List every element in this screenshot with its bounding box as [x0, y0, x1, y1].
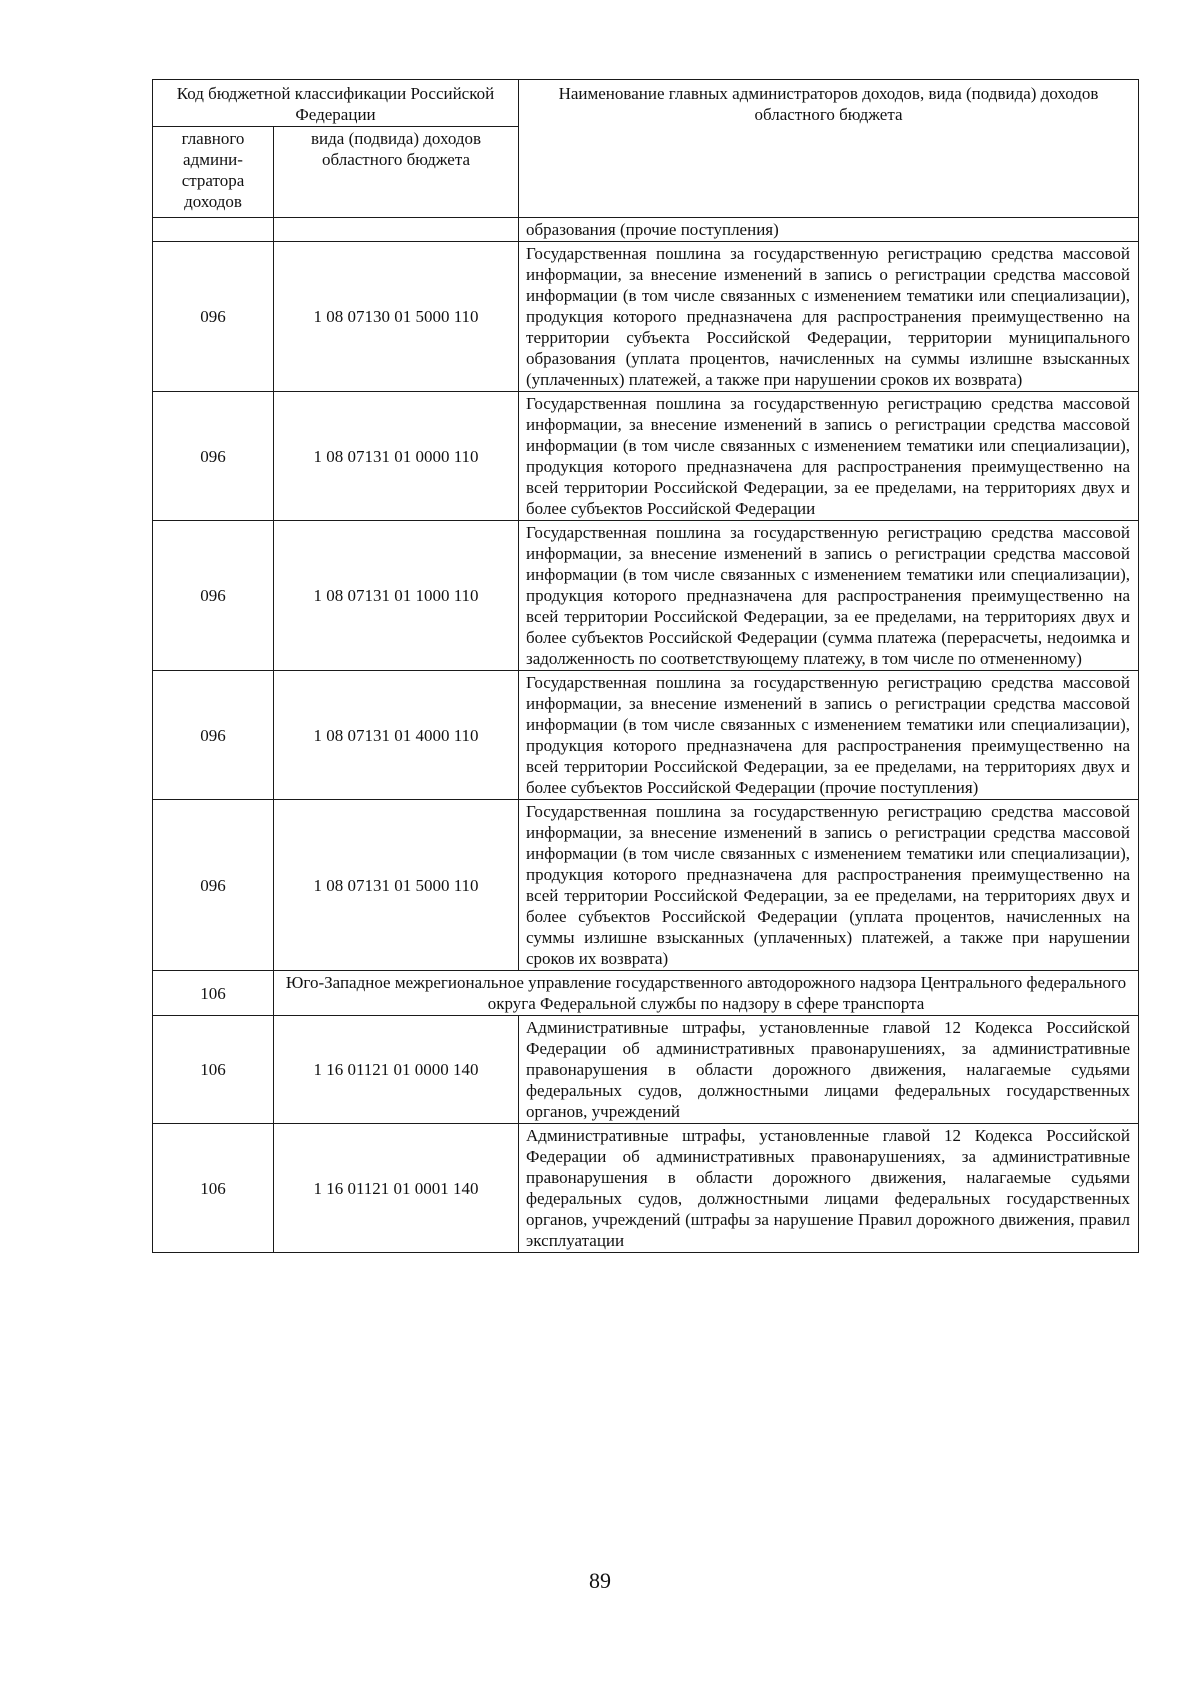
table-row: [153, 392, 1139, 521]
cell-description: Государственная пошлина за государственную регистрацию средства массовой информации, за внесение изменений в запись о регистрации средства массовой информации (в том числе связанных с изменением тематики или специализации), продукция которого предназначена для распространения преимущественно на всей территории Российской Федерации, за ее пределами, на территориях двух и более субъектов Российской Федерации (прочие поступления): [519, 671, 1139, 800]
table-row: [153, 800, 1139, 971]
cell-admin: 096: [153, 242, 274, 392]
cell-description: Государственная пошлина за государственную регистрацию средства массовой информации, за внесение изменений в запись о регистрации средства массовой информации (в том числе связанных с изменением тематики или специализации), продукция которого предназначена для распространения преимущественно на всей территории Российской Федерации, за ее пределами, на территориях двух и более субъектов Российской Федерации: [519, 392, 1139, 521]
table-row: [153, 242, 1139, 392]
table-header-row: [153, 80, 1139, 127]
section-title: Юго-Западное межрегиональное управление государственного автодорожного надзора Центрального федерального округа Федеральной службы по надзору в сфере транспорта: [274, 971, 1139, 1016]
budget-classification-table: [152, 79, 1139, 1253]
header-admin-column: главного админи- стратора доходов: [153, 127, 274, 218]
cell-code: 1 16 01121 01 0001 140: [274, 1124, 519, 1253]
cell-code: 1 08 07131 01 5000 110: [274, 800, 519, 971]
page-number: 89: [589, 1568, 611, 1593]
header-name-column: Наименование главных администраторов доходов, вида (подвида) доходов областного бюджета: [519, 80, 1139, 218]
table-row: [153, 1124, 1139, 1253]
cell-description: Государственная пошлина за государственную регистрацию средства массовой информации, за внесение изменений в запись о регистрации средства массовой информации (в том числе связанных с изменением тематики или специализации), продукция которого предназначена для распространения преимущественно на территории субъекта Российской Федерации, территории муниципального образования (уплата процентов, начисленных на суммы излишне взысканных (уплаченных) платежей, а также при нарушении сроков их возврата): [519, 242, 1139, 392]
cell-admin: 096: [153, 800, 274, 971]
header-code-group: Код бюджетной классификации Российской Федерации: [153, 80, 519, 127]
cell-admin: 096: [153, 392, 274, 521]
cell-admin: 096: [153, 521, 274, 671]
table-row-continuation: [153, 218, 1139, 242]
section-admin: 106: [153, 971, 274, 1016]
cell-code: [274, 218, 519, 242]
cell-code: 1 08 07131 01 0000 110: [274, 392, 519, 521]
table-row: [153, 671, 1139, 800]
cell-description: Административные штрафы, установленные главой 12 Кодекса Российской Федерации об административных правонарушениях, за административные правонарушения в области дорожного движения, налагаемые судьями федеральных судов, должностными лицами федеральных государственных органов, учреждений (штрафы за нарушение Правил дорожного движения, правил эксплуатации: [519, 1124, 1139, 1253]
cell-admin: 106: [153, 1016, 274, 1124]
cell-admin: 096: [153, 671, 274, 800]
section-row: [153, 971, 1139, 1016]
cell-description: Государственная пошлина за государственную регистрацию средства массовой информации, за внесение изменений в запись о регистрации средства массовой информации (в том числе связанных с изменением тематики или специализации), продукция которого предназначена для распространения преимущественно на всей территории Российской Федерации, за ее пределами, на территориях двух и более субъектов Российской Федерации (сумма платежа (перерасчеты, недоимка и задолженность по соответствующему платежу, в том числе по отмененному): [519, 521, 1139, 671]
cell-code: 1 08 07131 01 4000 110: [274, 671, 519, 800]
cell-code: 1 08 07131 01 1000 110: [274, 521, 519, 671]
cell-admin: [153, 218, 274, 242]
table-row: [153, 1016, 1139, 1124]
cell-description: Государственная пошлина за государственную регистрацию средства массовой информации, за внесение изменений в запись о регистрации средства массовой информации (в том числе связанных с изменением тематики или специализации), продукция которого предназначена для распространения преимущественно на всей территории Российской Федерации, за ее пределами, на территориях двух и более субъектов Российской Федерации (уплата процентов, начисленных на суммы излишне взысканных (уплаченных) платежей, а также при нарушении сроков их возврата): [519, 800, 1139, 971]
cell-description: образования (прочие поступления): [519, 218, 1139, 242]
table-row: [153, 521, 1139, 671]
cell-admin: 106: [153, 1124, 274, 1253]
cell-code: 1 16 01121 01 0000 140: [274, 1016, 519, 1124]
cell-code: 1 08 07130 01 5000 110: [274, 242, 519, 392]
cell-description: Административные штрафы, установленные главой 12 Кодекса Российской Федерации об административных правонарушениях, за административные правонарушения в области дорожного движения, налагаемые судьями федеральных судов, должностными лицами федеральных государственных органов, учреждений: [519, 1016, 1139, 1124]
header-kind-column: вида (подвида) доходов областного бюджета: [274, 127, 519, 218]
